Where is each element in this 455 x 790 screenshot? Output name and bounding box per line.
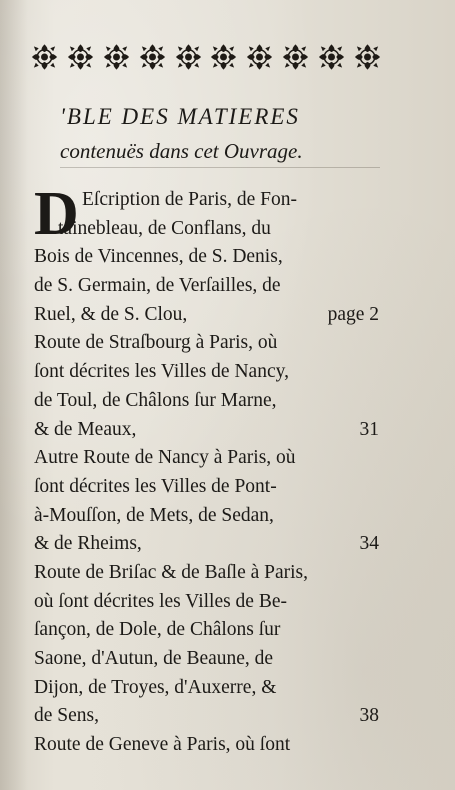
toc-line: Route de Straſbourg à Paris, où	[34, 332, 278, 354]
fleuron-ornament-icon	[66, 42, 95, 72]
toc-line: & de Meaux, 31	[34, 416, 379, 445]
toc-line: de Toul, de Châlons ſur Marne,	[34, 389, 277, 411]
table-of-contents	[34, 180, 379, 760]
toc-entry-geneve	[34, 731, 379, 760]
page-number: page 2	[327, 303, 379, 325]
fleuron-ornament-icon	[245, 42, 274, 72]
toc-line: Ruel, & de S. Clou, page 2	[34, 301, 379, 330]
toc-line: & de Rheims, 34	[34, 530, 379, 559]
fleuron-ornament-icon	[353, 42, 382, 72]
toc-line: tainebleau, de Conflans, du	[58, 217, 271, 239]
toc-line: ſont décrites les Villes de Nancy,	[34, 361, 289, 383]
toc-line: Saone, d'Autun, de Beaune, de	[34, 648, 274, 669]
toc-entry-brisac	[34, 559, 379, 731]
fleuron-ornament-icon	[209, 42, 238, 72]
fleuron-ornament-icon	[317, 42, 346, 72]
toc-line: de Sens, 38	[34, 702, 379, 731]
page-number: 31	[359, 418, 379, 440]
toc-line: Route de Geneve à Paris, où ſont	[34, 734, 291, 756]
toc-line: Route de Briſac & de Baſle à Paris,	[34, 561, 309, 583]
page-subtitle: contenuës dans cet Ouvrage.	[60, 139, 303, 163]
fleuron-ornament-icon	[30, 42, 59, 72]
toc-line: Dijon, de Troyes, d'Auxerre, &	[34, 676, 277, 698]
fleuron-ornament-icon	[281, 42, 310, 72]
toc-line: Eſcription de Paris, de Fon-	[82, 189, 298, 210]
toc-line: à-Mouſſon, de Mets, de Sedan,	[34, 504, 274, 526]
toc-line: Bois de Vincennes, de S. Denis,	[34, 246, 283, 268]
toc-line: Autre Route de Nancy à Paris, où	[34, 447, 296, 469]
page-number: 34	[359, 533, 379, 555]
title-rule	[60, 167, 380, 168]
toc-line: ſançon, de Dole, de Châlons ſur	[34, 619, 281, 641]
toc-line: où ſont décrites les Villes de Be-	[34, 590, 287, 612]
toc-entry-paris	[34, 180, 379, 329]
toc-line: de S. Germain, de Verſailles, de	[34, 275, 281, 297]
toc-entry-nancy	[34, 444, 379, 559]
page-number: 38	[359, 705, 379, 727]
toc-line: ſont décrites les Villes de Pont-	[34, 475, 277, 497]
ornament-band	[30, 40, 382, 74]
page-title: 'BLE DES MATIERES	[60, 104, 300, 129]
toc-entry-strasbourg	[34, 329, 379, 444]
gutter-shadow	[0, 0, 28, 790]
fleuron-ornament-icon	[138, 42, 167, 72]
drop-capital: D	[34, 180, 79, 248]
fleuron-ornament-icon	[174, 42, 203, 72]
fleuron-ornament-icon	[102, 42, 131, 72]
